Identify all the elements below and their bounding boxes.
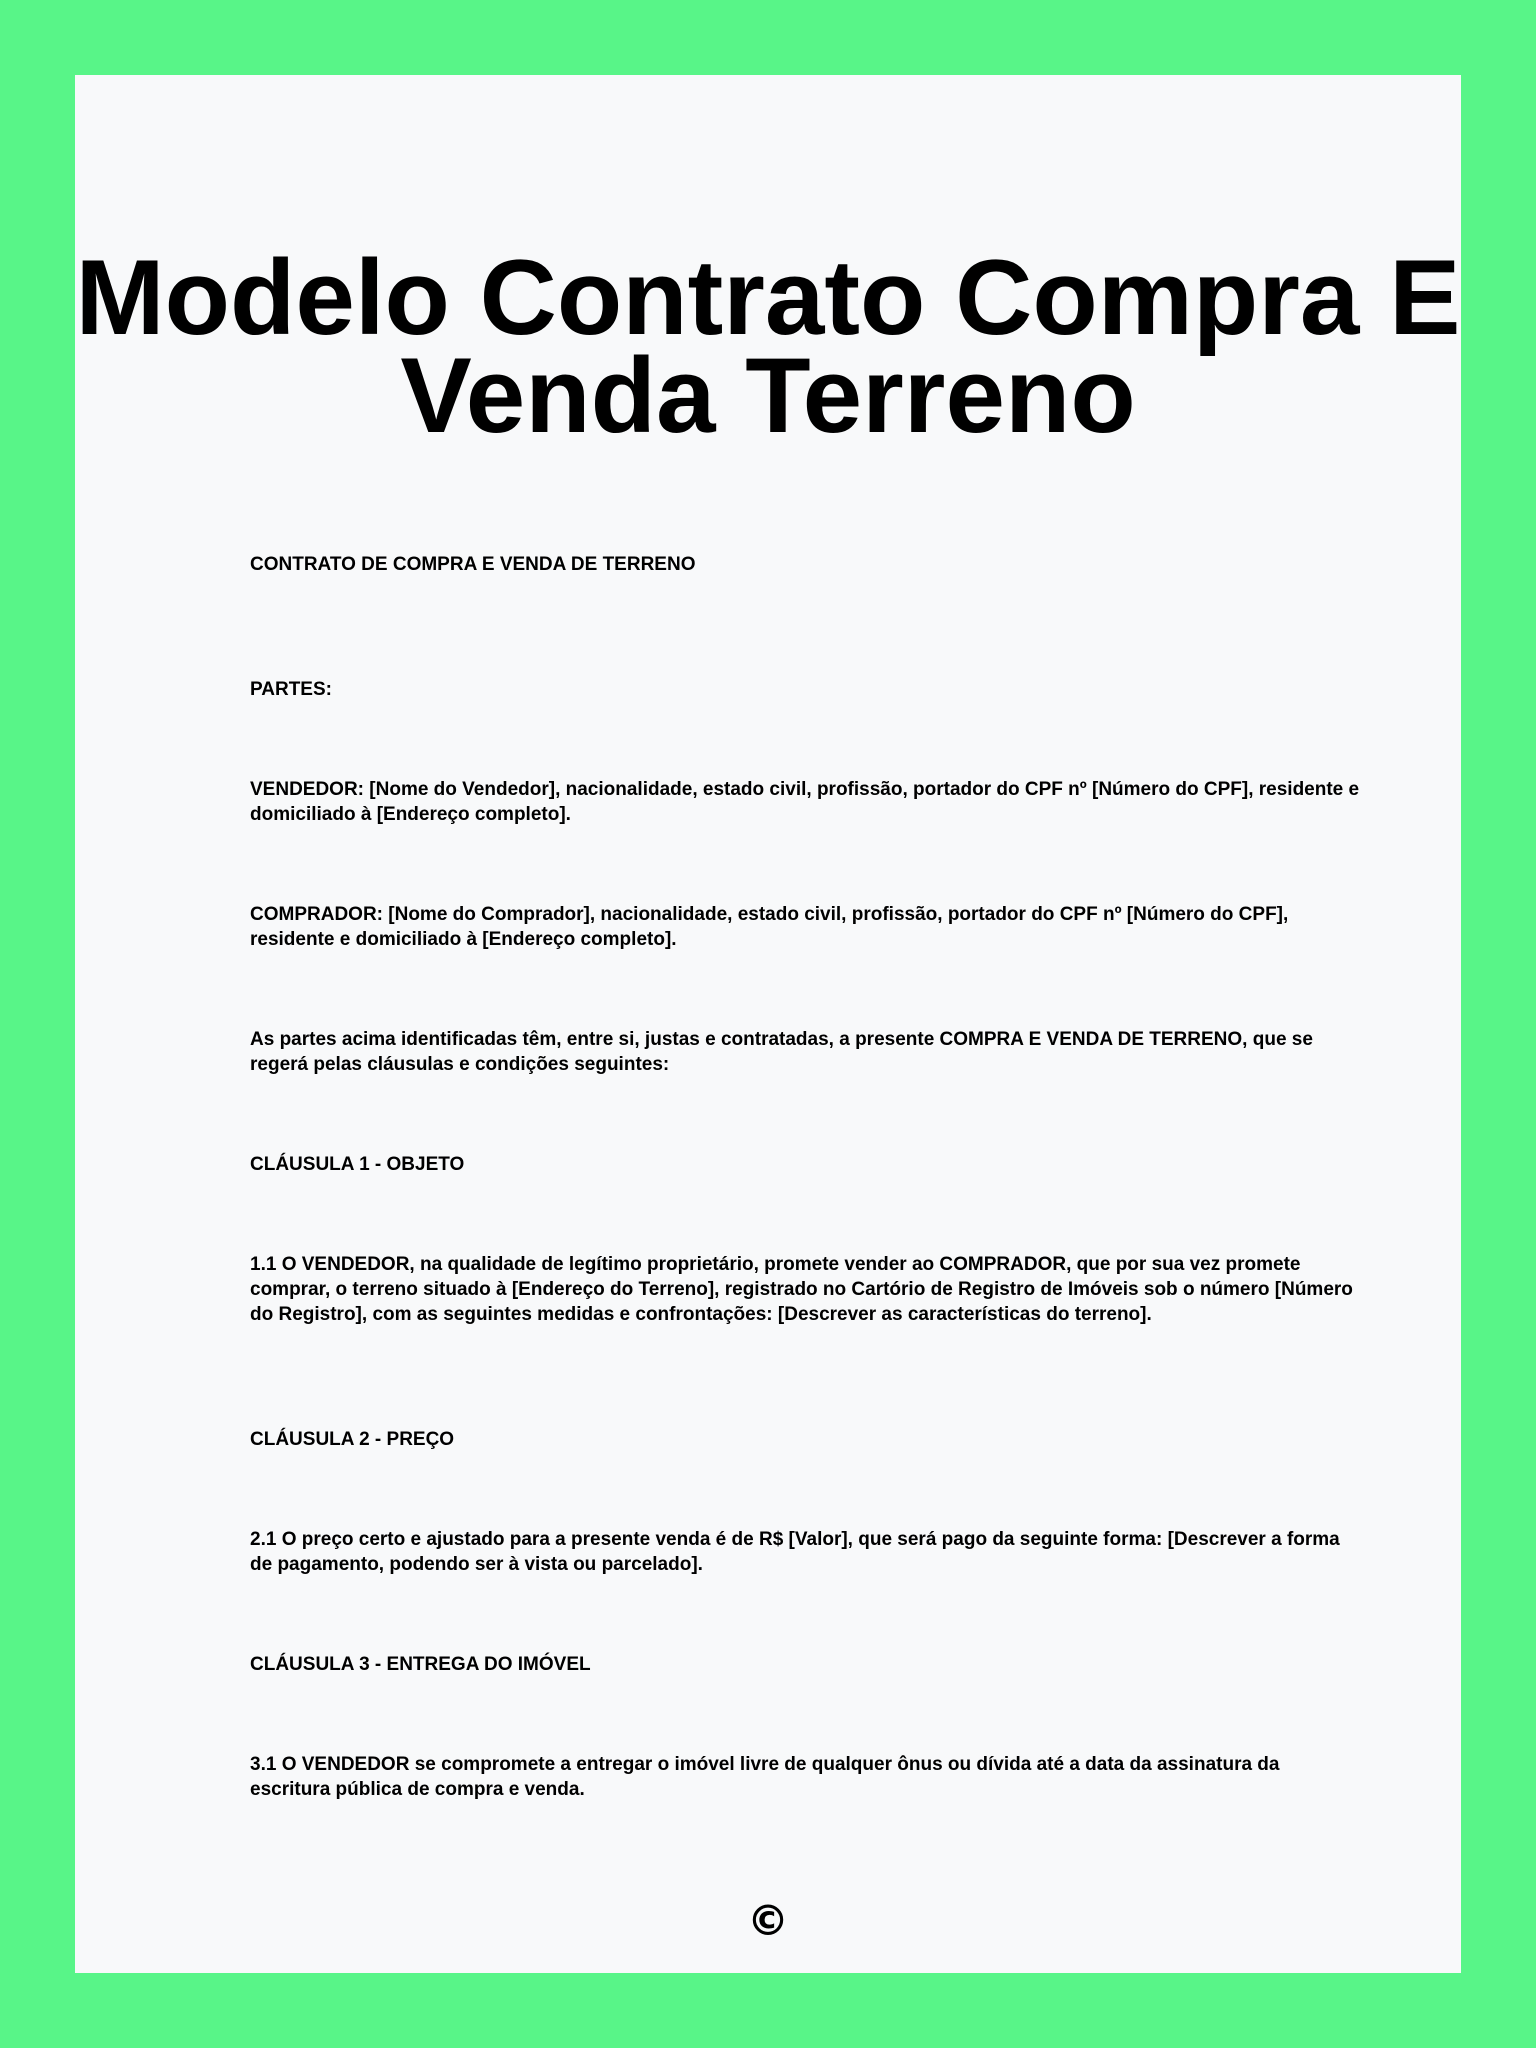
document-title-line-1: Modelo Contrato Compra E (75, 237, 1461, 357)
document-page (75, 75, 1461, 1973)
clause-3-text: 3.1 O VENDEDOR se compromete a entregar o imóvel livre de qualquer ônus ou dívida até a data da assinatura da escritura pública de compra e venda. (250, 1754, 1280, 1800)
agreement-paragraph: As partes acima identificadas têm, entre si, justas e contratadas, a presente COMPRA E VENDA DE TERRENO, que se regerá pelas cláusulas e condições seguintes: (250, 1029, 1313, 1075)
copyright-icon: © (747, 1896, 789, 1945)
clause-2-text: 2.1 O preço certo e ajustado para a presente venda é de R$ [Valor], que será pago da seguinte forma: [Descrever a forma de pagamento, podendo ser à vista ou parcelado]. (250, 1529, 1340, 1575)
document-title (75, 237, 1461, 455)
clause-1-heading: CLÁUSULA 1 - OBJETO (250, 1154, 465, 1175)
parties-heading: PARTES: (250, 679, 332, 700)
clause-2-heading: CLÁUSULA 2 - PREÇO (250, 1429, 455, 1450)
buyer-paragraph: COMPRADOR: [Nome do Comprador], nacionalidade, estado civil, profissão, portador do CPF nº [Número do CPF], residente e domiciliado à [Endereço completo]. (250, 904, 1289, 950)
seller-paragraph: VENDEDOR: [Nome do Vendedor], nacionalidade, estado civil, profissão, portador do CPF nº [Número do CPF], residente e domiciliado à [Endereço completo]. (250, 779, 1360, 825)
clause-3-heading: CLÁUSULA 3 - ENTREGA DO IMÓVEL (250, 1654, 591, 1675)
clause-1-text: 1.1 O VENDEDOR, na qualidade de legítimo proprietário, promete vender ao COMPRADOR, que por sua vez promete comprar, o terreno situado à [Endereço do Terreno], registrado no Cartório de Registro de Imóveis sob o número [Número do Registro], com as seguintes medidas e confrontações: [Descrever as características do terreno]. (250, 1254, 1353, 1325)
document-title-line-2: Venda Terreno (400, 335, 1136, 455)
contract-heading: CONTRATO DE COMPRA E VENDA DE TERRENO (250, 554, 696, 575)
